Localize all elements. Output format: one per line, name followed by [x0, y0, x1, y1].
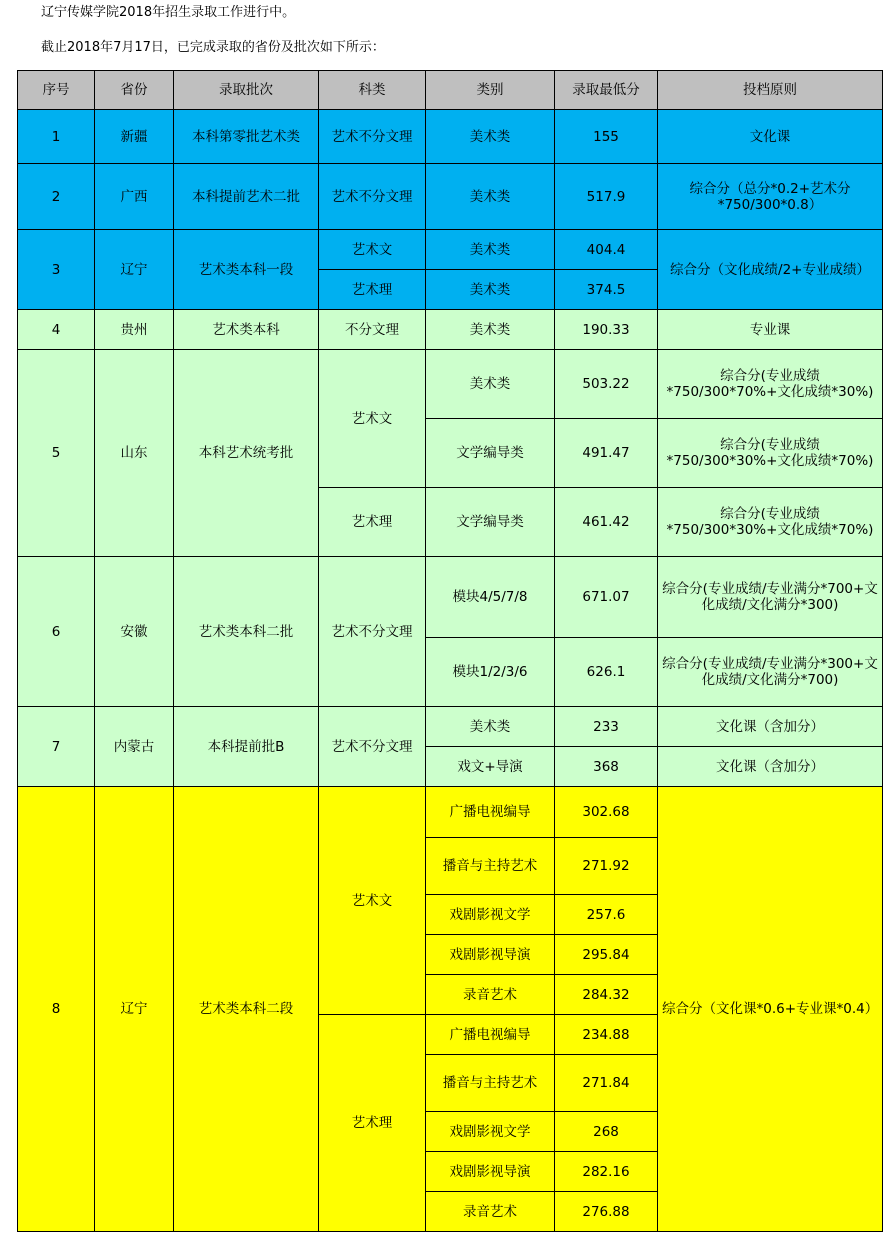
subject-cell: 艺术不分文理 [319, 110, 426, 164]
province-cell: 贵州 [95, 310, 174, 350]
score-cell: 671.07 [555, 557, 658, 638]
score-cell: 190.33 [555, 310, 658, 350]
principle-cell: 综合分（总分*0.2+艺术分*750/300*0.8） [658, 164, 883, 230]
table-row [18, 164, 883, 230]
score-cell: 155 [555, 110, 658, 164]
principle-cell: 综合分(专业成绩*750/300*70%+文化成绩*30%) [658, 350, 883, 419]
principle-cell: 文化课 [658, 110, 883, 164]
category-cell: 美术类 [426, 110, 555, 164]
score-cell: 233 [555, 707, 658, 747]
subject-cell: 艺术文 [319, 350, 426, 488]
province-cell: 辽宁 [95, 787, 174, 1232]
province-cell: 辽宁 [95, 230, 174, 310]
batch-cell: 艺术类本科二批 [174, 557, 319, 707]
table-row [18, 557, 883, 638]
batch-cell: 本科第零批艺术类 [174, 110, 319, 164]
row-number: 1 [18, 110, 95, 164]
row-number: 5 [18, 350, 95, 557]
score-cell: 271.92 [555, 838, 658, 895]
batch-cell: 本科提前艺术二批 [174, 164, 319, 230]
category-cell: 广播电视编导 [426, 787, 555, 838]
category-cell: 戏剧影视文学 [426, 895, 555, 935]
category-cell: 美术类 [426, 310, 555, 350]
score-cell: 404.4 [555, 230, 658, 270]
row-number: 6 [18, 557, 95, 707]
score-cell: 374.5 [555, 270, 658, 310]
principle-cell: 文化课（含加分） [658, 747, 883, 787]
subject-cell: 艺术理 [319, 1015, 426, 1232]
category-cell: 录音艺术 [426, 1192, 555, 1232]
header-subject: 科类 [319, 71, 426, 110]
score-cell: 282.16 [555, 1152, 658, 1192]
table-row [18, 707, 883, 747]
principle-cell: 文化课（含加分） [658, 707, 883, 747]
intro-line-2: 截止2018年7月17日，已完成录取的省份及批次如下所示： [41, 40, 385, 55]
category-cell: 美术类 [426, 164, 555, 230]
row-number: 8 [18, 787, 95, 1232]
subject-cell: 艺术理 [319, 488, 426, 557]
province-cell: 新疆 [95, 110, 174, 164]
category-cell: 文学编导类 [426, 488, 555, 557]
score-cell: 368 [555, 747, 658, 787]
category-cell: 录音艺术 [426, 975, 555, 1015]
principle-cell: 综合分(专业成绩/专业满分*700+文化成绩/文化满分*300) [658, 557, 883, 638]
principle-cell: 综合分(专业成绩*750/300*30%+文化成绩*70%) [658, 488, 883, 557]
score-cell: 491.47 [555, 419, 658, 488]
admission-table [17, 70, 883, 1232]
category-cell: 戏剧影视导演 [426, 1152, 555, 1192]
batch-cell: 艺术类本科一段 [174, 230, 319, 310]
header-province: 省份 [95, 71, 174, 110]
category-cell: 戏剧影视文学 [426, 1112, 555, 1152]
header-no: 序号 [18, 71, 95, 110]
subject-cell: 艺术文 [319, 787, 426, 1015]
category-cell: 戏文+导演 [426, 747, 555, 787]
header-batch: 录取批次 [174, 71, 319, 110]
batch-cell: 艺术类本科二段 [174, 787, 319, 1232]
score-cell: 284.32 [555, 975, 658, 1015]
intro-line-1: 辽宁传媒学院2018年招生录取工作进行中。 [41, 5, 296, 20]
principle-cell: 综合分（文化课*0.6+专业课*0.4） [658, 787, 883, 1232]
subject-cell: 艺术不分文理 [319, 707, 426, 787]
batch-cell: 艺术类本科 [174, 310, 319, 350]
principle-cell: 综合分(专业成绩/专业满分*300+文化成绩/文化满分*700) [658, 638, 883, 707]
table-row [18, 787, 883, 838]
header-principle: 投档原则 [658, 71, 883, 110]
category-cell: 播音与主持艺术 [426, 838, 555, 895]
row-number: 4 [18, 310, 95, 350]
score-cell: 268 [555, 1112, 658, 1152]
header-category: 类别 [426, 71, 555, 110]
subject-cell: 不分文理 [319, 310, 426, 350]
score-cell: 234.88 [555, 1015, 658, 1055]
category-cell: 美术类 [426, 350, 555, 419]
score-cell: 626.1 [555, 638, 658, 707]
score-cell: 257.6 [555, 895, 658, 935]
row-number: 3 [18, 230, 95, 310]
province-cell: 广西 [95, 164, 174, 230]
category-cell: 美术类 [426, 707, 555, 747]
category-cell: 文学编导类 [426, 419, 555, 488]
row-number: 7 [18, 707, 95, 787]
table-row [18, 310, 883, 350]
table-row [18, 110, 883, 164]
batch-cell: 本科提前批B [174, 707, 319, 787]
table-header-row [18, 71, 883, 110]
subject-cell: 艺术不分文理 [319, 164, 426, 230]
row-number: 2 [18, 164, 95, 230]
subject-cell: 艺术文 [319, 230, 426, 270]
subject-cell: 艺术理 [319, 270, 426, 310]
score-cell: 302.68 [555, 787, 658, 838]
principle-cell: 综合分(专业成绩*750/300*30%+文化成绩*70%) [658, 419, 883, 488]
score-cell: 461.42 [555, 488, 658, 557]
category-cell: 广播电视编导 [426, 1015, 555, 1055]
score-cell: 271.84 [555, 1055, 658, 1112]
score-cell: 276.88 [555, 1192, 658, 1232]
score-cell: 503.22 [555, 350, 658, 419]
table-row [18, 350, 883, 419]
principle-cell: 专业课 [658, 310, 883, 350]
table-row [18, 230, 883, 270]
category-cell: 模块1/2/3/6 [426, 638, 555, 707]
province-cell: 内蒙古 [95, 707, 174, 787]
category-cell: 播音与主持艺术 [426, 1055, 555, 1112]
province-cell: 山东 [95, 350, 174, 557]
category-cell: 戏剧影视导演 [426, 935, 555, 975]
header-min-score: 录取最低分 [555, 71, 658, 110]
batch-cell: 本科艺术统考批 [174, 350, 319, 557]
score-cell: 517.9 [555, 164, 658, 230]
category-cell: 美术类 [426, 270, 555, 310]
category-cell: 模块4/5/7/8 [426, 557, 555, 638]
principle-cell: 综合分（文化成绩/2+专业成绩） [658, 230, 883, 310]
score-cell: 295.84 [555, 935, 658, 975]
province-cell: 安徽 [95, 557, 174, 707]
subject-cell: 艺术不分文理 [319, 557, 426, 707]
category-cell: 美术类 [426, 230, 555, 270]
